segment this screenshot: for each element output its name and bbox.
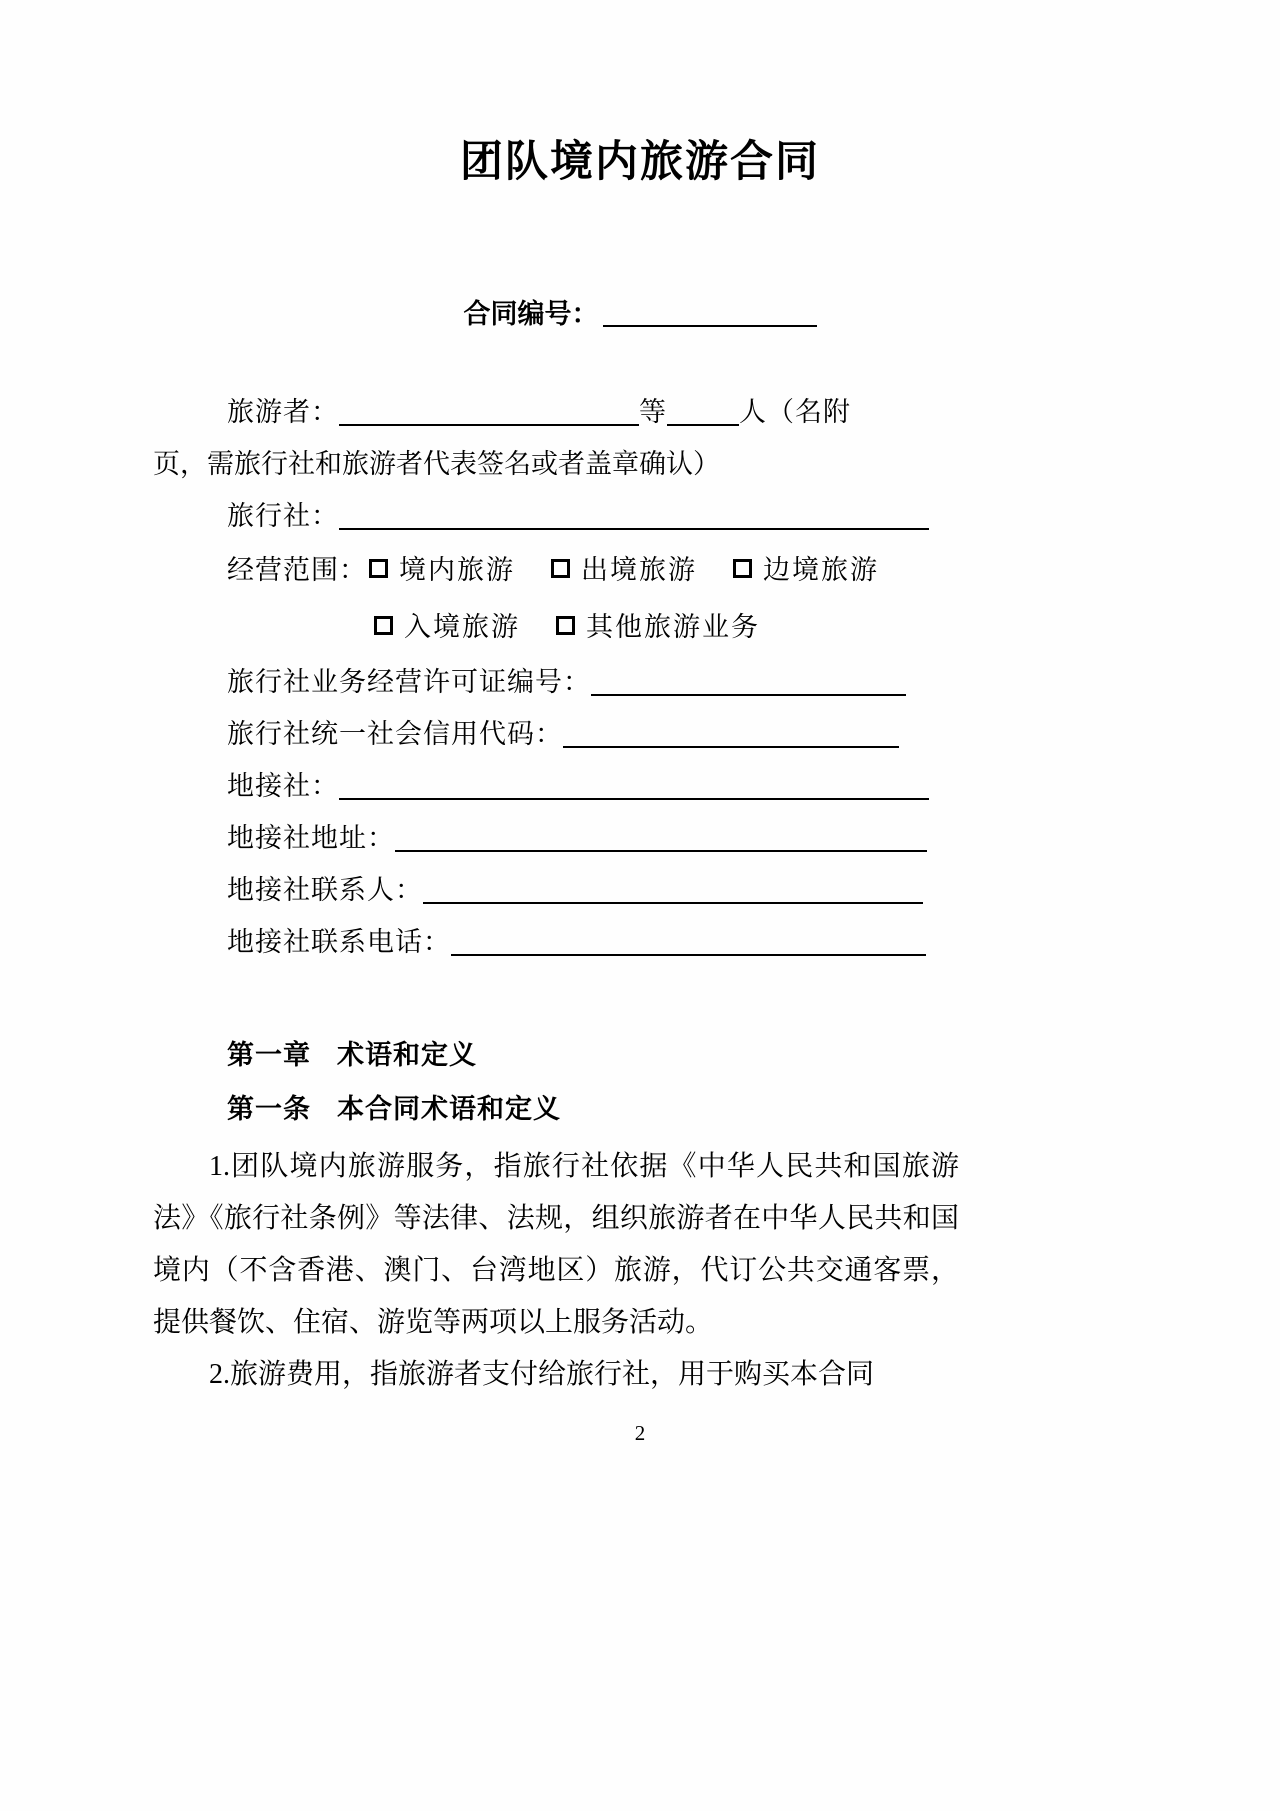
checkbox-label-outbound-tour: 出境旅游 [581, 555, 697, 585]
article-one-number: 第一条 [227, 1094, 311, 1125]
checkbox-outbound-tour[interactable] [551, 559, 570, 578]
local-agency-address-line [153, 812, 953, 864]
business-scope-row-2 [153, 599, 953, 656]
local-agency-address-label: 地接社地址： [227, 823, 395, 853]
definition-paragraph-2-text: 2.旅游费用，指旅游者支付给旅行社，用于购买本合同 [209, 1359, 875, 1390]
local-agency-contact-line [153, 864, 953, 916]
contract-number-line [0, 292, 1280, 331]
traveler-count-blank[interactable] [667, 424, 739, 426]
credit-code-blank[interactable] [563, 746, 899, 748]
local-agency-label: 地接社： [227, 771, 339, 801]
local-agency-contact-label: 地接社联系人： [227, 875, 423, 905]
chapter-one-title: 术语和定义 [337, 1040, 477, 1071]
license-number-label: 旅行社业务经营许可证编号： [227, 667, 591, 697]
page-title: 团队境内旅游合同 [460, 137, 820, 187]
agency-blank[interactable] [339, 528, 929, 530]
business-scope-row-1 [153, 542, 953, 599]
local-agency-address-blank[interactable] [395, 850, 927, 852]
checkbox-domestic-tour[interactable] [369, 559, 388, 578]
checkbox-inbound-tour[interactable] [374, 616, 393, 635]
traveler-line [153, 386, 953, 438]
local-agency-contact-blank[interactable] [423, 902, 923, 904]
contract-number-label: 合同编号： [463, 299, 599, 330]
chapter-one-heading [227, 1033, 477, 1072]
traveler-unit-label: 人（名附 [739, 397, 851, 427]
credit-code-label: 旅行社统一社会信用代码： [227, 719, 563, 749]
business-scope-label: 经营范围： [227, 555, 367, 585]
definition-paragraph-1-text: 1.团队境内旅游服务，指旅行社依据《中华人民共和国旅游法》《旅行社条例》等法律、法规，组织旅游者在中华人民共和国境内（不含香港、澳门、台湾地区）旅游，代订公共交通客票，提供餐饮、住宿、游览等两项以上服务活动。 [153, 1151, 959, 1338]
traveler-mid-label: 等 [639, 397, 667, 427]
agency-line [153, 490, 953, 542]
local-agency-phone-label: 地接社联系电话： [227, 927, 451, 957]
chapter-one-number: 第一章 [227, 1040, 311, 1071]
checkbox-border-tour[interactable] [733, 559, 752, 578]
local-agency-line [153, 760, 953, 812]
local-agency-phone-line [153, 916, 953, 968]
checkbox-label-inbound-tour: 入境旅游 [404, 612, 520, 642]
traveler-names-blank[interactable] [339, 424, 639, 426]
credit-code-line [153, 708, 953, 760]
article-one-heading [227, 1087, 561, 1126]
checkbox-label-other-business: 其他旅游业务 [586, 612, 760, 642]
traveler-label: 旅游者： [227, 397, 339, 427]
license-number-blank[interactable] [591, 694, 906, 696]
checkbox-label-domestic-tour: 境内旅游 [399, 555, 515, 585]
parties-form-block [153, 386, 953, 968]
checkbox-other-business[interactable] [556, 616, 575, 635]
contract-number-blank[interactable] [603, 325, 817, 327]
definition-paragraph-2 [153, 1349, 959, 1401]
checkbox-label-border-tour: 边境旅游 [763, 555, 879, 585]
definition-paragraph-1 [153, 1141, 959, 1349]
traveler-continuation-line: 页，需旅行社和旅游者代表签名或者盖章确认） [153, 449, 720, 479]
license-number-line [153, 656, 953, 708]
local-agency-blank[interactable] [339, 798, 929, 800]
agency-label: 旅行社： [227, 501, 339, 531]
page-number: 2 [634, 1421, 646, 1445]
local-agency-phone-blank[interactable] [451, 954, 926, 956]
article-one-title: 本合同术语和定义 [337, 1094, 561, 1125]
